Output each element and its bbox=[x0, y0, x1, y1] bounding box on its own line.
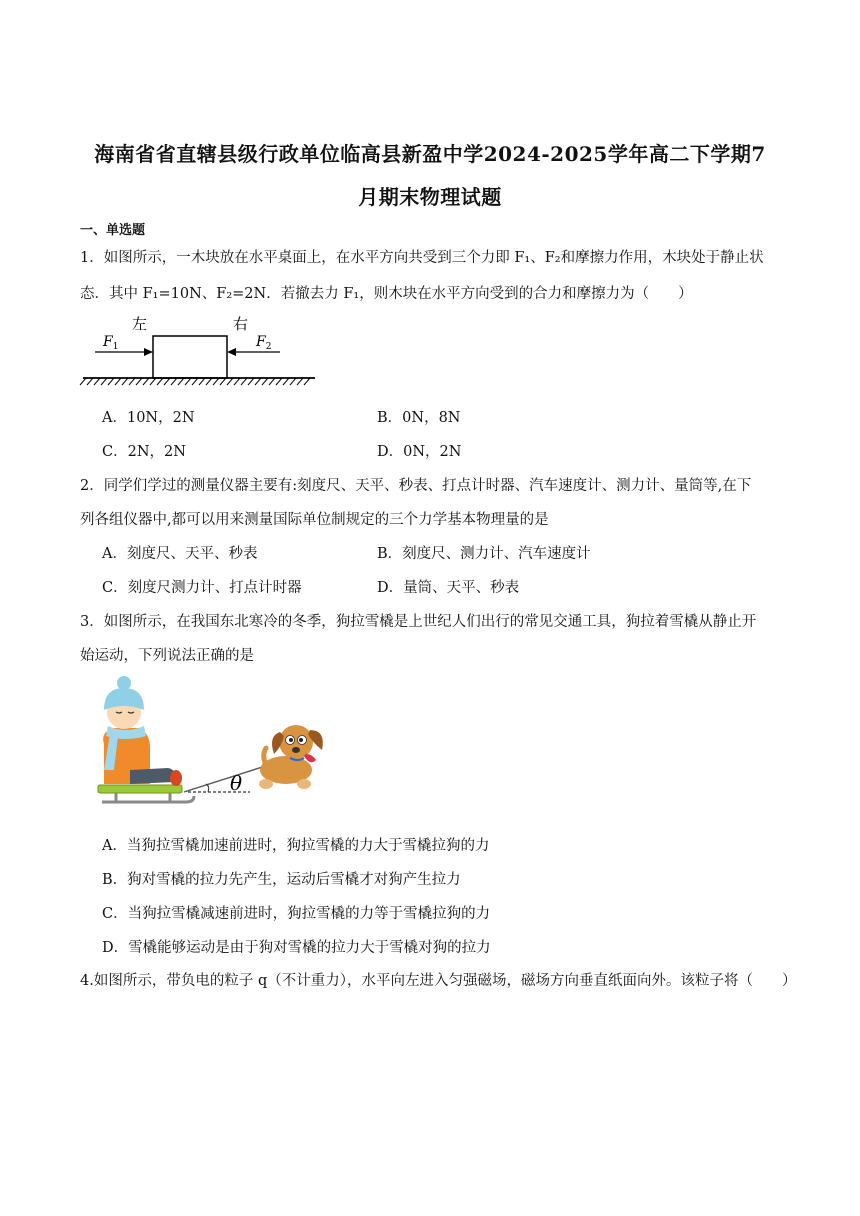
q1-block-force-diagram bbox=[80, 312, 320, 392]
exam-title-line-2: 月期末物理试题 bbox=[358, 185, 502, 209]
theta-label: θ bbox=[230, 771, 243, 795]
q1-option-a[interactable]: A．10N，2N bbox=[102, 410, 195, 426]
q3-text-line-1: 3．如图所示，在我国东北寒冷的冬季，狗拉雪橇是上世纪人们出行的常见交通工具，狗拉着雪橇从静止开 bbox=[80, 614, 757, 630]
hatch-mark bbox=[269, 378, 275, 385]
dog-sled-illustration bbox=[90, 674, 330, 819]
q4-text-line-1: 4.如图所示，带负电的粒子 q（不计重力），水平向左进入匀强磁场，磁场方向垂直纸面向外。该粒子将（ ） bbox=[80, 973, 797, 989]
hatch-mark bbox=[255, 378, 261, 385]
hatch-mark bbox=[290, 378, 296, 385]
q3-option-c[interactable]: C．当狗拉雪橇减速前进时，狗拉雪橇的力等于雪橇拉狗的力 bbox=[102, 906, 491, 922]
q1-text-line-1: 1．如图所示，一木块放在水平桌面上，在水平方向共受到三个力即 F₁、F₂和摩擦力作用，木块处于静止状 bbox=[80, 250, 764, 266]
q1-option-b[interactable]: B．0N，8N bbox=[377, 410, 461, 426]
q2-option-c[interactable]: C．刻度尺测力计、打点计时器 bbox=[102, 580, 302, 596]
q2-option-a[interactable]: A．刻度尺、天平、秒表 bbox=[102, 546, 258, 562]
hatch-mark bbox=[115, 378, 121, 385]
f2-arrowhead bbox=[227, 348, 236, 356]
wooden-block bbox=[153, 336, 227, 378]
hatch-mark bbox=[185, 378, 191, 385]
hatch-mark bbox=[129, 378, 135, 385]
q2-text-line-2: 列各组仪器中,都可以用来测量国际单位制规定的三个力学基本物理量的是 bbox=[80, 512, 549, 528]
hatch-mark bbox=[80, 378, 86, 385]
hatch-mark bbox=[150, 378, 156, 385]
table-hatching bbox=[80, 378, 310, 385]
hatch-mark bbox=[220, 378, 226, 385]
exam-title-line-1: 海南省省直辖县级行政单位临高县新盈中学2024-2025学年高二下学期7 bbox=[94, 142, 766, 166]
q3-text-line-2: 始运动，下列说法正确的是 bbox=[80, 648, 254, 664]
hatch-mark bbox=[101, 378, 107, 385]
q3-option-b[interactable]: B．狗对雪橇的拉力先产生，运动后雪橇才对狗产生拉力 bbox=[102, 872, 461, 888]
hatch-mark bbox=[234, 378, 240, 385]
left-label: 左 bbox=[132, 315, 148, 333]
q2-text-line-1: 2．同学们学过的测量仪器主要有:刻度尺、天平、秒表、打点计时器、汽车速度计、测力计、量筒等,在下 bbox=[80, 478, 752, 494]
hatch-mark bbox=[136, 378, 142, 385]
hatch-mark bbox=[213, 378, 219, 385]
hatch-mark bbox=[108, 378, 114, 385]
section-heading: 一、单选题 bbox=[80, 223, 146, 238]
hatch-mark bbox=[248, 378, 254, 385]
right-label: 右 bbox=[233, 315, 249, 333]
hatch-mark bbox=[206, 378, 212, 385]
hatch-mark bbox=[227, 378, 233, 385]
dog-head bbox=[279, 725, 313, 759]
hatch-mark bbox=[199, 378, 205, 385]
q3-option-a[interactable]: A．当狗拉雪橇加速前进时，狗拉雪橇的力大于雪橇拉狗的力 bbox=[102, 838, 490, 854]
child-boot bbox=[170, 770, 182, 786]
hatch-mark bbox=[178, 378, 184, 385]
q1-option-c[interactable]: C．2N，2N bbox=[102, 444, 186, 460]
hatch-mark bbox=[164, 378, 170, 385]
hatch-mark bbox=[241, 378, 247, 385]
hatch-mark bbox=[297, 378, 303, 385]
q1-option-d[interactable]: D．0N，2N bbox=[377, 444, 462, 460]
hatch-mark bbox=[276, 378, 282, 385]
q2-option-d[interactable]: D．量筒、天平、秒表 bbox=[377, 580, 520, 596]
hatch-mark bbox=[304, 378, 310, 385]
q2-option-b[interactable]: B．刻度尺、测力计、汽车速度计 bbox=[377, 546, 591, 562]
hatch-mark bbox=[192, 378, 198, 385]
q3-option-d[interactable]: D．雪橇能够运动是由于狗对雪橇的拉力大于雪橇对狗的拉力 bbox=[102, 940, 491, 956]
hatch-mark bbox=[157, 378, 163, 385]
hatch-mark bbox=[171, 378, 177, 385]
sled-seat bbox=[98, 785, 182, 793]
hatch-mark bbox=[283, 378, 289, 385]
hatch-mark bbox=[143, 378, 149, 385]
f1-label: $F_1$ bbox=[103, 334, 119, 352]
q1-text-line-2: 态．其中 F₁=10N、F₂=2N．若撤去力 F₁，则木块在水平方向受到的合力和摩擦力为（ ） bbox=[80, 286, 693, 302]
hatch-mark bbox=[87, 378, 93, 385]
f1-arrowhead bbox=[144, 348, 153, 356]
child-legs bbox=[130, 768, 175, 784]
hatch-mark bbox=[122, 378, 128, 385]
f2-label: $F_2$ bbox=[256, 334, 272, 352]
hatch-mark bbox=[94, 378, 100, 385]
hatch-mark bbox=[262, 378, 268, 385]
